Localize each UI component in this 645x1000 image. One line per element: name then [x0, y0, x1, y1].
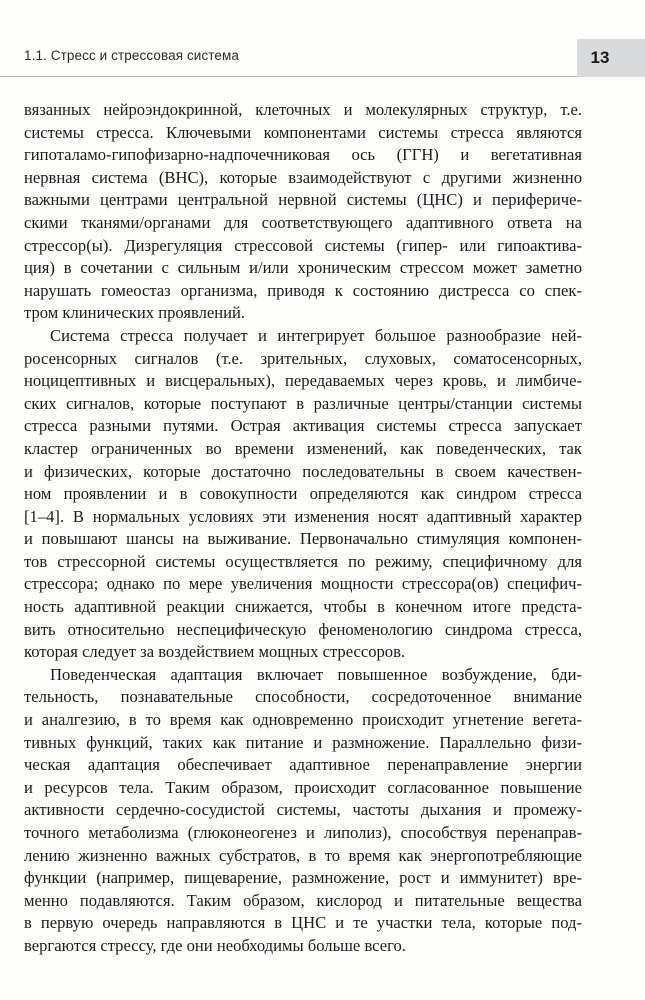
text-line: вязанных нейроэндокринной, клеточных и молекулярных структур, т.е.	[24, 100, 582, 119]
text-line: ция) в сочетании с сильным и/или хроническим стрессом может заметно	[24, 258, 582, 278]
text-line: вергаются стрессу, где они необходимы больше всего.	[24, 935, 406, 955]
text-line: стрессор(ы). Дизрегуляция стрессовой системы (гипер- или гипоактива-	[24, 235, 582, 255]
text-line: и физических, которые достаточно последовательны в своем качествен-	[24, 461, 582, 481]
text-line: ских сигналов, которые поступают в различные центры/станции системы	[24, 393, 582, 413]
text-line: которая следует за воздействием мощных стрессоров.	[24, 642, 406, 662]
paragraph	[24, 664, 582, 958]
text-line: тром клинических проявлений.	[24, 303, 246, 323]
body-text	[24, 99, 582, 958]
running-title: 1.1. Стресс и стрессовая система	[24, 48, 240, 63]
text-line: стрессора; однако по мере увеличения мощности стрессора(ов) специфич-	[24, 574, 582, 594]
text-line: ческая адаптация обеспечивает адаптивное перенаправление энергии	[24, 755, 582, 775]
header-divider	[0, 76, 577, 77]
text-line: и повышают шансы на выживание. Первоначально стимуляция компонен-	[24, 529, 582, 549]
text-line: системы стресса. Ключевыми компонентами системы стресса являются	[24, 122, 582, 142]
page-header	[0, 0, 645, 76]
text-line: важными центрами центральной нервной системы (ЦНС) и перифериче-	[24, 190, 582, 210]
text-line: ноцицептивных и висцеральных), передаваемых через кровь, и лимбиче-	[24, 371, 582, 391]
text-line: Поведенческая адаптация включает повышенное возбуждение, бди-	[50, 664, 582, 684]
text-line: скими тканями/органами для соответствующего адаптивного ответа на	[24, 212, 582, 232]
text-line: ность адаптивной реакции снижается, чтобы в конечном итоге предста-	[24, 597, 582, 617]
text-line: ном проявлении и в совокупности определяются как синдром стресса	[24, 484, 582, 504]
text-line: нервная система (ВНС), которые взаимодействуют с другими жизненно	[24, 167, 582, 187]
text-line: Система стресса получает и интегрирует большое разнообразие ней-	[50, 325, 582, 345]
page-number-box	[577, 39, 645, 77]
text-line: гипоталамо-гипофизарно-надпочечниковая ось (ГГН) и вегетативная	[24, 145, 582, 165]
text-line: точного метаболизма (глюконеогенез и липолиз), способствуя перенаправ-	[24, 823, 582, 842]
text-line: функции (например, пищеварение, размножение, рост и иммунитет) вре-	[24, 868, 582, 888]
text-line: кластер ограниченных во времени изменений, как поведенческих, так	[24, 438, 582, 458]
text-line: и аналгезию, в то время как одновременно происходит угнетение вегета-	[24, 710, 582, 730]
text-line: менно подавляются. Таким образом, кислород и питательные вещества	[24, 890, 582, 910]
page-number: 13	[590, 48, 610, 67]
text-line: и ресурсов тела. Таким образом, происходит согласованное повышение	[24, 777, 582, 797]
text-line: тельность, познавательные способности, сосредоточенное внимание	[24, 687, 582, 707]
text-line: тивных функций, таких как питание и размножение. Параллельно физи-	[24, 732, 582, 752]
text-line: активности сердечно-сосудистой системы, частоты дыхания и промежу-	[24, 800, 582, 820]
text-line: нарушать гомеостаз организма, приводя к состоянию дистресса со спек-	[24, 280, 582, 300]
paragraph	[24, 325, 582, 664]
text-line: лению жизненно важных субстратов, в то время как энергопотребляющие	[24, 845, 582, 865]
text-line: росенсорных сигналов (т.е. зрительных, слуховых, соматосенсорных,	[24, 348, 582, 368]
text-line: вить относительно неспецифическую феноменологию синдрома стресса,	[24, 619, 582, 639]
paragraph	[24, 99, 582, 325]
text-line: стресса разными путями. Острая активация системы стресса запускает	[24, 416, 582, 436]
text-line: тов стрессорной системы осуществляется по режиму, специфичному для	[24, 551, 582, 571]
text-line: в первую очередь направляются в ЦНС и те участки тела, которые под-	[24, 913, 582, 933]
text-line: [1–4]. В нормальных условиях эти изменения носят адаптивный характер	[24, 506, 582, 526]
